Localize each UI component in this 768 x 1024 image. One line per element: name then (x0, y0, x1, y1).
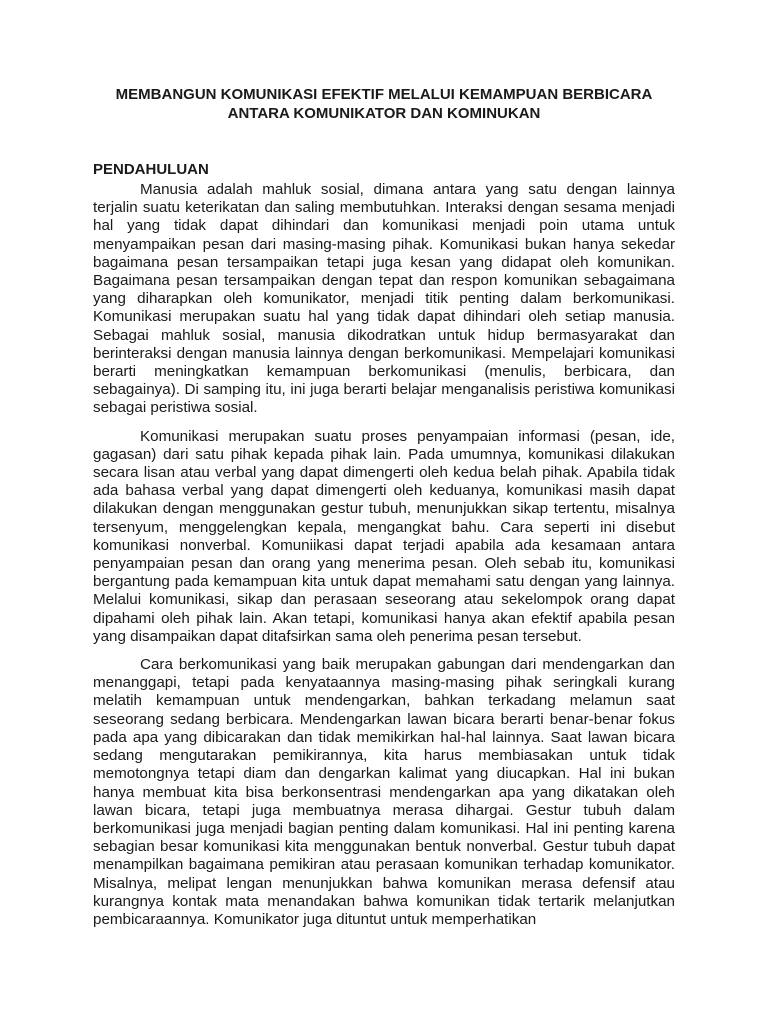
paragraph-1: Manusia adalah mahluk sosial, dimana antara yang satu dengan lainnya terjalin suatu keterikatan dan saling membutuhkan. Interaksi dengan sesama menjadi hal yang tidak dapat dihindari dan komunikasi menjadi poin utama untuk menyampaikan pesan dari masing-masing pihak. Komunikasi bukan hanya sekedar bagaimana pesan tersampaikan tetapi juga kesan yang didapat oleh komunikan. Bagaimana pesan tersampaikan dengan tepat dan respon komunikan sebagaimana yang diharapkan oleh komunikator, menjadi titik penting dalam berkomunikasi. Komunikasi merupakan suatu hal yang tidak dapat dihindari oleh setiap manusia. Sebagai mahluk sosial, manusia dikodratkan untuk hidup bermasyarakat dan berinteraksi dengan manusia lainnya dengan berkomunikasi. Mempelajari komunikasi berarti meningkatkan kemampuan berkomunikasi (menulis, berbicara, dan sebagainya). Di samping itu, ini juga berarti belajar menganalisis peristiwa komunikasi sebagai peristiwa sosial. (93, 181, 675, 417)
section-heading: PENDAHULUAN (93, 161, 209, 178)
title-line-2: ANTARA KOMUNIKATOR DAN KOMINUKAN (227, 105, 541, 122)
document-page (93, 85, 675, 939)
title-line-1: MEMBANGUN KOMUNIKASI EFEKTIF MELALUI KEMAMPUAN BERBICARA (115, 86, 653, 103)
document-title (93, 85, 675, 123)
paragraph-3: Cara berkomunikasi yang baik merupakan gabungan dari mendengarkan dan menanggapi, tetapi pada kenyataannya masing-masing pihak seringkali kurang melatih kemampuan untuk mendengarkan, bahkan terkadang melamun saat seseorang sedang berbicara. Mendengarkan lawan bicara berarti benar-benar fokus pada apa yang dibicarakan dan tidak memikirkan hal-hal lainnya. Saat lawan bicara sedang mengutarakan pemikirannya, kita harus membiasakan untuk tidak memotongnya tetapi diam dan dengarkan kalimat yang diucapkan. Hal ini bukan hanya membuat kita bisa berkonsentrasi mendengarkan apa yang dikatakan oleh lawan bicara, tetapi juga membuatnya merasa dihargai. Gestur tubuh dalam berkomunikasi juga menjadi bagian penting dalam komunikasi. Hal ini penting karena sebagian besar komunikasi kita menggunakan bentuk nonverbal. Gestur tubuh dapat menampilkan bagaimana pemikiran atau perasaan komunikan terhadap komunikator. Misalnya, melipat lengan menunjukkan bahwa komunikan merasa defensif atau kurangnya kontak mata menandakan bahwa komunikan tidak tertarik melanjutkan pembicaraannya. Komunikator juga dituntut untuk memperhatikan (93, 656, 675, 928)
paragraph-2: Komunikasi merupakan suatu proses penyampaian informasi (pesan, ide, gagasan) dari satu pihak kepada pihak lain. Pada umumnya, komunikasi dilakukan secara lisan atau verbal yang dapat dimengerti oleh kedua belah pihak. Apabila tidak ada bahasa verbal yang dapat dimengerti oleh keduanya, komunikasi masih dapat dilakukan dengan menggunakan gestur tubuh, menunjukkan sikap tertentu, misalnya tersenyum, menggelengkan kepala, mengangkat bahu. Cara seperti ini disebut komunikasi nonverbal. Komuniikasi dapat terjadi apabila ada kesamaan antara penyampaian pesan dan orang yang menerima pesan. Oleh sebab itu, komunikasi bergantung pada kemampuan kita untuk dapat memahami satu dengan yang lainnya. Melalui komunikasi, sikap dan perasaan seseorang atau sekelompok orang dapat dipahami oleh pihak lain. Akan tetapi, komunikasi hanya akan efektif apabila pesan yang disampaikan dapat ditafsirkan sama oleh penerima pesan tersebut. (93, 427, 675, 645)
